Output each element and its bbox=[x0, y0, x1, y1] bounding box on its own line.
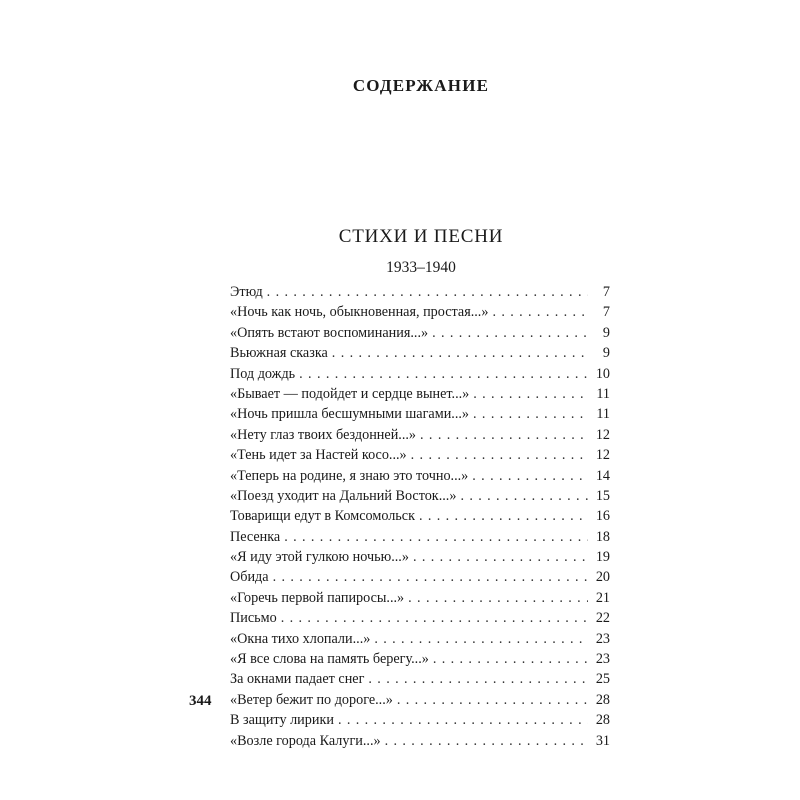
toc-entry-title: В защиту лирики bbox=[230, 712, 334, 729]
toc-entry bbox=[230, 343, 610, 363]
toc-entry-page: 23 bbox=[595, 651, 610, 668]
toc-entry bbox=[230, 384, 610, 404]
toc-entry bbox=[230, 404, 610, 424]
toc-entry-page: 21 bbox=[595, 589, 610, 606]
section-years: 1933–1940 bbox=[386, 259, 456, 276]
toc-entry-title: Этюд bbox=[230, 284, 263, 300]
dot-leader bbox=[374, 629, 588, 649]
toc-entry-page: 11 bbox=[596, 385, 610, 402]
toc-entry-page: 22 bbox=[595, 610, 610, 627]
dot-leader bbox=[432, 323, 588, 343]
toc-entry-title: «Горечь первой папиросы...» bbox=[230, 589, 405, 606]
toc-entry-title: «Я все слова на память берегу...» bbox=[230, 651, 429, 668]
dot-leader bbox=[433, 649, 588, 669]
toc-entry-page: 12 bbox=[595, 426, 610, 443]
dot-leader bbox=[492, 302, 588, 322]
toc-entry bbox=[230, 629, 610, 649]
dot-leader bbox=[413, 547, 588, 567]
toc-entry-page: 28 bbox=[595, 691, 610, 708]
dot-leader bbox=[408, 588, 588, 608]
toc-entry bbox=[230, 588, 610, 608]
toc-entry bbox=[230, 486, 610, 506]
toc-entry-page: 7 bbox=[602, 284, 610, 300]
toc-entry-page: 23 bbox=[595, 630, 610, 647]
toc-entry bbox=[230, 506, 610, 526]
dot-leader bbox=[299, 364, 588, 384]
toc-entry-page: 31 bbox=[595, 732, 610, 749]
toc-entry bbox=[230, 466, 610, 486]
toc-entry bbox=[230, 669, 610, 689]
toc-entry-title: «Я иду этой гулкою ночью...» bbox=[230, 549, 409, 566]
toc-entry-title: Письмо bbox=[230, 610, 277, 627]
toc-entry bbox=[230, 527, 610, 547]
toc-entry-title: «Поезд уходит на Дальний Восток...» bbox=[230, 487, 457, 504]
toc-entry bbox=[230, 445, 610, 465]
toc-entry bbox=[230, 608, 610, 628]
dot-leader bbox=[332, 343, 588, 363]
dot-leader bbox=[420, 425, 588, 445]
toc-entry-page: 19 bbox=[595, 549, 610, 566]
toc-entry-page: 18 bbox=[595, 528, 610, 545]
toc-entry-title: «Опять встают воспоминания...» bbox=[230, 324, 429, 341]
dot-leader bbox=[411, 445, 588, 465]
toc-entry-page: 9 bbox=[602, 324, 610, 341]
page-title: СОДЕРЖАНИЕ bbox=[352, 76, 490, 95]
toc-entry bbox=[230, 731, 610, 751]
toc-entry bbox=[230, 323, 610, 343]
toc-entry bbox=[230, 364, 610, 384]
dot-leader bbox=[281, 608, 588, 628]
dot-leader bbox=[473, 404, 588, 424]
toc-entry-title: «Ночь пришла бесшумными шагами...» bbox=[230, 406, 470, 423]
dot-leader bbox=[397, 690, 588, 710]
toc-entry-page: 25 bbox=[595, 671, 610, 688]
dot-leader bbox=[385, 731, 588, 751]
toc-entry bbox=[230, 547, 610, 567]
toc-entry-title: «Теперь на родине, я знаю это точно...» bbox=[230, 467, 469, 484]
toc-entry bbox=[230, 302, 610, 322]
toc-entry bbox=[230, 649, 610, 669]
dot-leader bbox=[460, 486, 588, 506]
toc-entry-title: «Ночь как ночь, обыкновенная, простая...» bbox=[230, 304, 489, 321]
toc-entry-page: 11 bbox=[596, 406, 610, 423]
toc-entry bbox=[230, 282, 610, 302]
dot-leader bbox=[368, 669, 588, 689]
toc-entry bbox=[230, 690, 610, 710]
toc-entry-title: «Ветер бежит по дороге...» bbox=[230, 691, 393, 708]
toc-entry-page: 10 bbox=[595, 365, 610, 382]
toc-entry bbox=[230, 710, 610, 730]
toc-entry-page: 7 bbox=[602, 304, 610, 321]
toc-entry-page: 20 bbox=[595, 569, 610, 586]
dot-leader bbox=[472, 466, 588, 486]
section-title: СТИХИ И ПЕСНИ bbox=[338, 226, 504, 247]
dot-leader bbox=[273, 567, 588, 587]
dot-leader bbox=[338, 710, 588, 730]
toc-entry-title: Под дождь bbox=[230, 365, 296, 382]
toc-entry-page: 16 bbox=[595, 508, 610, 525]
toc-entry-page: 9 bbox=[602, 345, 610, 362]
toc-entry-page: 28 bbox=[595, 712, 610, 729]
dot-leader bbox=[284, 527, 588, 547]
toc-entry-title: За окнами падает снег bbox=[230, 671, 365, 688]
toc-entry-title: Товарищи едут в Комсомольск bbox=[230, 508, 415, 525]
toc-entry bbox=[230, 567, 610, 587]
toc-entry-page: 15 bbox=[595, 487, 610, 504]
toc-entry-title: Вьюжная сказка bbox=[230, 345, 328, 362]
toc-entry-page: 12 bbox=[595, 447, 610, 464]
toc-entry-title: «Окна тихо хлопали...» bbox=[230, 630, 371, 647]
toc-entry-title: «Бывает — подойдет и сердце вынет...» bbox=[230, 385, 470, 402]
toc-entry-title: Обида bbox=[230, 569, 269, 586]
toc-entry-page: 14 bbox=[595, 467, 610, 484]
table-of-contents bbox=[230, 282, 610, 751]
dot-leader bbox=[267, 282, 588, 302]
toc-entry-title: «Нету глаз твоих бездонней...» bbox=[230, 426, 417, 443]
toc-entry-title: Песенка bbox=[230, 528, 281, 545]
toc-entry-title: «Тень идет за Настей косо...» bbox=[230, 447, 407, 464]
page-number: 344 bbox=[189, 693, 212, 709]
toc-entry bbox=[230, 425, 610, 445]
dot-leader bbox=[419, 506, 588, 526]
toc-entry-title: «Возле города Калуги...» bbox=[230, 732, 381, 749]
dot-leader bbox=[473, 384, 588, 404]
